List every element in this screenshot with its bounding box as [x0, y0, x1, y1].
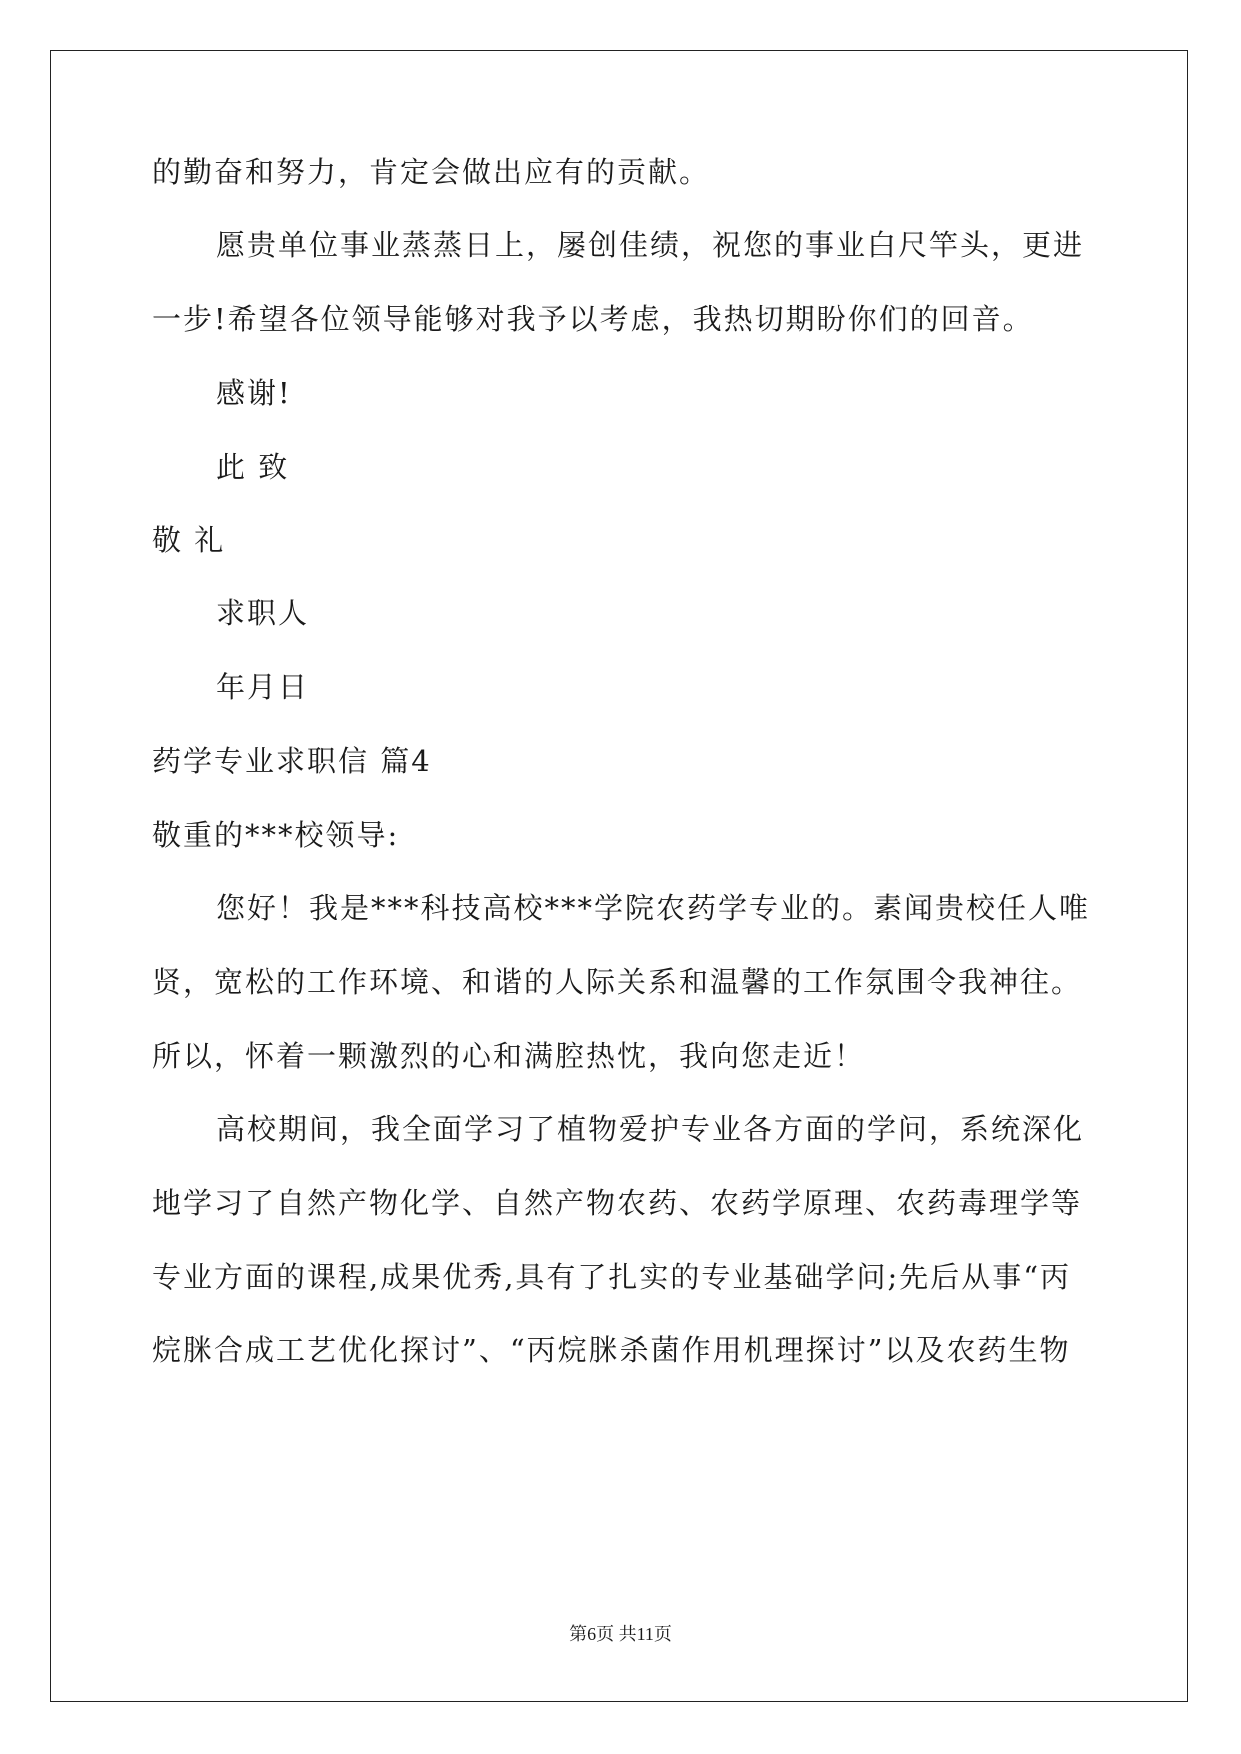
letter-greeting: 敬重的***校领导:: [152, 818, 400, 852]
signature-date: 年月日: [216, 670, 310, 704]
section-title: 药学专业求职信 篇4: [152, 744, 432, 778]
paragraph-line-13: 所以，怀着一颗激烈的心和满腔热忱，我向您走近！: [152, 1039, 866, 1073]
paragraph-line-3: 一步!希望各位领导能够对我予以考虑，我热切期盼你们的回音。: [152, 302, 1034, 336]
paragraph-line-1: 的勤奋和努力，肯定会做出应有的贡献。: [152, 155, 711, 189]
page-border: [50, 50, 1188, 1702]
paragraph-line-12: 贤，宽松的工作环境、和谐的人际关系和温馨的工作氛围令我神往。: [152, 965, 1083, 999]
closing-salutation: 此 致: [216, 450, 290, 484]
closing-thanks: 感谢!: [216, 376, 292, 410]
closing-regards: 敬 礼: [152, 523, 226, 557]
paragraph-line-14: 高校期间，我全面学习了植物爱护专业各方面的学问，系统深化: [216, 1112, 1085, 1146]
page-number-footer: 第6页 共11页: [569, 1624, 672, 1644]
paragraph-line-11: 您好！我是***科技高校***学院农药学专业的。素闻贵校任人唯: [216, 891, 1091, 925]
paragraph-line-15: 地学习了自然产物化学、自然产物农药、农药学原理、农药毒理学等: [152, 1186, 1083, 1220]
paragraph-line-2: 愿贵单位事业蒸蒸日上，屡创佳绩，祝您的事业白尺竿头，更进: [216, 228, 1085, 262]
paragraph-line-16: 专业方面的课程,成果优秀,具有了扎实的专业基础学问;先后从事“丙: [152, 1260, 1072, 1294]
paragraph-line-17: 烷脒合成工艺优化探讨”、“丙烷脒杀菌作用机理探讨”以及农药生物: [152, 1333, 1071, 1367]
signature-applicant: 求职人: [216, 596, 310, 630]
